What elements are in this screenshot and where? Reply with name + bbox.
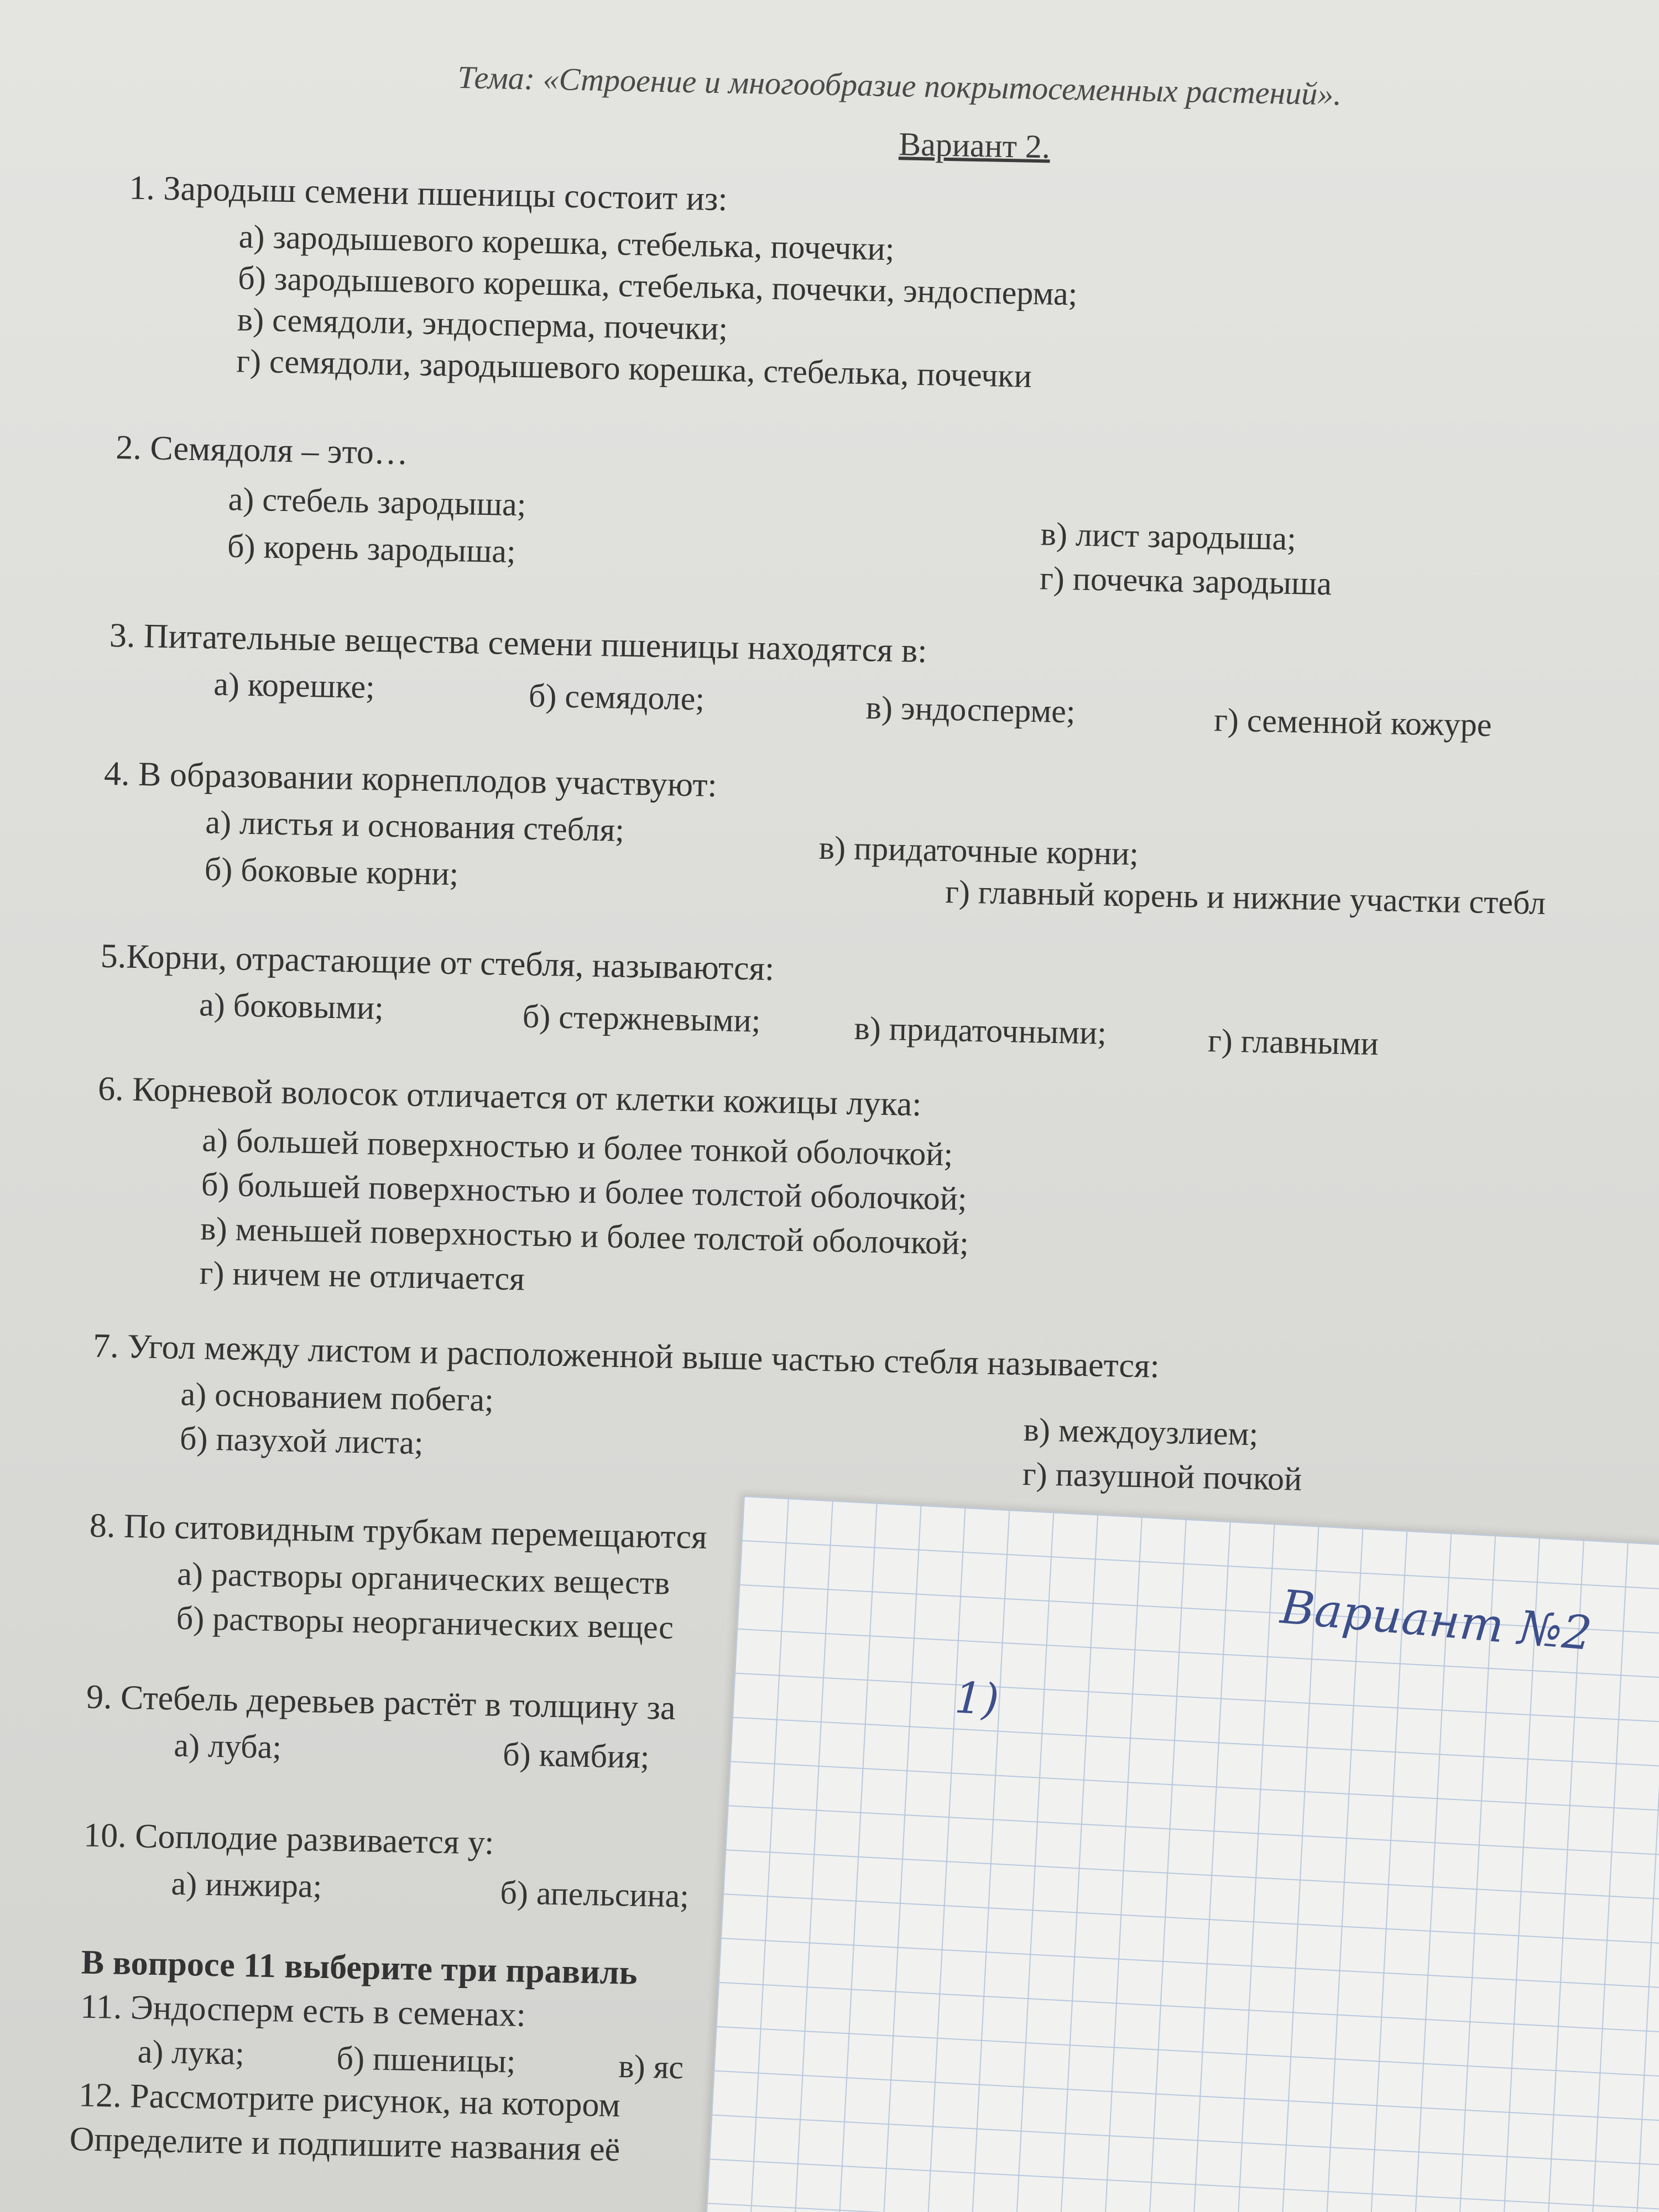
q2-option-b: б) корень зародыша; <box>227 528 517 570</box>
q4-option-c: в) придаточные корни; <box>818 829 1139 872</box>
handwritten-variant-title: Вариант №2 <box>1278 1579 1594 1661</box>
q7-option-a: а) основанием побега; <box>180 1375 494 1418</box>
q2-option-c: в) лист зародыша; <box>1040 515 1297 557</box>
question-6: 6. Корневой волосок отличается от клетки кожицы лука: <box>97 1070 922 1124</box>
q6-option-b: б) большей поверхностью и более толстой оболочкой; <box>201 1166 968 1217</box>
question-7: 7. Угол между листом и расположенной выше частью стебля называется: <box>92 1327 1160 1385</box>
q5-option-c: в) придаточными; <box>853 1010 1107 1051</box>
q11-option-b: б) пшеницы; <box>336 2039 517 2080</box>
q6-option-c: в) меньшей поверхностью и более толстой оболочкой; <box>200 1210 969 1262</box>
question-11: 11. Эндосперм есть в семенах: <box>80 1987 526 2034</box>
q5-option-d: г) главными <box>1207 1022 1379 1062</box>
q10-option-b: б) апельсина; <box>499 1874 690 1914</box>
q10-option-a: а) инжира; <box>171 1865 322 1905</box>
topic-heading: Тема: «Строение и многообразие покрытосеменных растений». <box>457 59 1342 112</box>
question-11-instruction: В вопросе 11 выберите три правиль <box>81 1943 638 1992</box>
variant-heading: Вариант 2. <box>898 126 1051 165</box>
question-5: 5.Корни, отрастающие от стебля, называются: <box>100 937 775 988</box>
q8-option-a: а) растворы органических веществ <box>176 1555 670 1601</box>
q5-option-b: б) стержневыми; <box>522 998 761 1039</box>
question-4: 4. В образовании корнеплодов участвуют: <box>103 754 718 805</box>
q1-option-d: г) семядоли, зародышевого корешка, стебелька, почечки <box>236 342 1032 394</box>
question-8: 8. По ситовидным трубкам перемещаются <box>89 1506 708 1557</box>
q7-option-c: в) междоузлием; <box>1023 1411 1259 1453</box>
q4-option-a: а) листья и основания стебля; <box>205 804 625 848</box>
q3-option-c: в) эндосперме; <box>865 689 1076 730</box>
q1-option-c: в) семядоли, эндосперма, почечки; <box>237 301 728 347</box>
graph-paper-note <box>700 1496 1659 2212</box>
q4-option-b: б) боковые корни; <box>204 851 459 893</box>
question-10: 10. Соплодие развивается у: <box>83 1816 495 1862</box>
question-9: 9. Стебель деревьев растёт в толщину за <box>86 1678 676 1728</box>
q3-option-d: г) семенной кожуре <box>1213 701 1493 744</box>
q4-option-d: г) главный корень и нижние участки стебл <box>945 873 1546 921</box>
q1-option-b: б) зародышевого корешка, стебелька, почечки, эндосперма; <box>237 259 1078 312</box>
q11-option-a: а) лука; <box>137 2033 245 2072</box>
q5-option-a: а) боковыми; <box>199 986 384 1026</box>
q8-option-b: б) растворы неорганических вещес <box>176 1599 674 1646</box>
q7-option-b: б) пазухой листа; <box>179 1420 424 1462</box>
q7-option-d: г) пазушной почкой <box>1022 1455 1302 1498</box>
question-1: 1. Зародыш семени пшеницы состоит из: <box>128 169 728 218</box>
q11-option-c: в) яс <box>618 2048 684 2086</box>
q9-option-a: а) луба; <box>173 1726 282 1766</box>
question-12: 12. Рассмотрите рисунок, на котором <box>78 2076 621 2125</box>
question-2: 2. Семядоля – это… <box>115 429 409 472</box>
handwritten-number: 1) <box>953 1673 1000 1725</box>
q1-option-a: а) зародышевого корешка, стебелька, почечки; <box>238 218 895 268</box>
q3-option-a: а) корешке; <box>213 665 375 706</box>
q6-option-a: а) большей поверхностью и более тонкой оболочкой; <box>201 1121 953 1173</box>
q9-option-b: б) камбия; <box>502 1736 650 1776</box>
q2-option-d: г) почечка зародыша <box>1039 560 1332 602</box>
q2-option-a: а) стебель зародыша; <box>228 481 527 523</box>
question-3: 3. Питательные вещества семени пшеницы находятся в: <box>109 617 928 670</box>
q3-option-b: б) семядоле; <box>528 677 705 717</box>
q6-option-d: г) ничем не отличается <box>199 1254 525 1297</box>
question-12-line-2: Определите и подпишите названия её <box>69 2120 620 2169</box>
